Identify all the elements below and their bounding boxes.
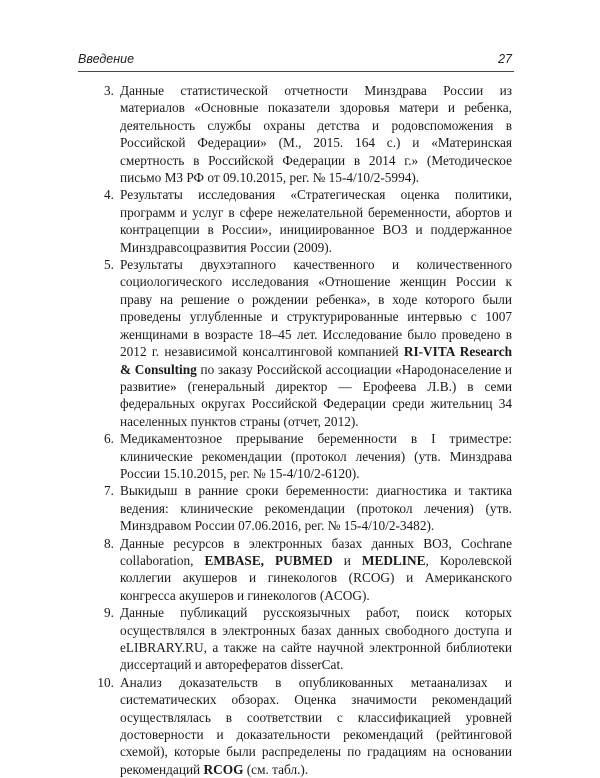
text-run: Результаты исследования «Стратегическая оценка политики, программ и услуг в сфере нежелательной беременности, абортов и контрацепции в России», инициированное ВОЗ и поддержанное Минздравсоцразвития России (2009). (120, 187, 512, 255)
list-item-number: 4. (104, 187, 114, 203)
list-item-number: 9. (104, 605, 114, 621)
list-item-text (120, 430, 512, 482)
list-item-number: 8. (104, 535, 114, 551)
list-item-number: 7. (104, 483, 114, 499)
bold-term: MEDLINE (361, 552, 426, 568)
list-item-text (120, 604, 512, 674)
text-run: Анализ доказательств в опубликованных метаанализах и систематических обзорах. Оценка значимости рекомендаций осуществлялась в соответствии с классификацией уровней достоверности и доказательности рекомендаций (рейтинговой схемой), которые были распределены по градациям на основании рекомендаций (120, 674, 512, 777)
source-list (90, 82, 512, 778)
list-item-number: 5. (104, 257, 114, 273)
text-run: Выкидыш в ранние сроки беременности: диагностика и тактика ведения: клинические рекомендации (протокол лечения) (утв. Минздравом России 07.06.2016, рег. № 15-4/10/2-3482). (120, 483, 512, 534)
section-title: Введение (78, 52, 135, 66)
list-item-number: 10. (97, 674, 114, 690)
list-item-text (120, 256, 512, 430)
list-item-text (120, 482, 512, 534)
running-header (78, 52, 512, 66)
list-item (90, 674, 512, 778)
list-item (90, 482, 512, 534)
text-run: Данные публикаций русскоязычных работ, поиск которых осуществлялся в электронных базах данных свободного доступа и eLIBRARY.RU, а также на сайте научной электронной библиотеки диссертаций и авторефератов disserCat. (120, 605, 512, 673)
bold-term: RI-VITA Research & Consulting (120, 344, 512, 377)
list-item-number: 3. (104, 83, 114, 98)
bold-term: RCOG (203, 761, 244, 777)
text-run: Данные ресурсов в электронных базах данных ВОЗ, Cochrane collaboration, (120, 535, 512, 568)
text-run: Результаты двухэтапного качественного и количественного социологического исследования «Отношение женщин России к праву на решение о рождении ребенка», в ходе которого были проведены углубленные и структурированные интервью с 1007 женщинами в возрасте 18–45 лет. Исследование было проведено в 2012 г. независимой консалтинговой компанией (120, 257, 512, 360)
text-run: , Королевской коллегии акушеров и гинекологов (RCOG) и Американского конгресса акушеров и гинекологов (ACOG). (120, 552, 512, 603)
text-run: Медикаментозное прерывание беременности в I триместре: клинические рекомендации (протокол лечения) (утв. Минздрава России 15.10.2015, рег. № 15-4/10/2-6120). (120, 431, 512, 481)
text-run: по заказу Российской ассоциации «Народонаселение и развитие» (генеральный директор — Ерофеева Л.В.) в семи федеральных округах Российской Федерации среди жительниц 34 населенных пунктов страны (отчет, 2012). (120, 361, 513, 429)
bold-term: EMBASE, PUBMED (204, 552, 333, 568)
list-item (90, 256, 512, 430)
list-item-text (120, 82, 512, 186)
page-number: 27 (498, 52, 512, 66)
header-rule (78, 71, 514, 72)
list-item-text (120, 186, 512, 256)
list-item (90, 186, 512, 256)
list-item-number: 6. (104, 431, 114, 447)
list-item (90, 604, 512, 674)
text-run: и (332, 552, 362, 568)
list-item (90, 430, 512, 482)
list-item (90, 535, 512, 605)
list-item-text (120, 674, 512, 778)
text-run: (см. табл.). (243, 761, 309, 777)
list-item (90, 82, 512, 186)
list-item-text (120, 535, 512, 605)
text-run: Данные статистической отчетности Минздрава России из материалов «Основные показатели здоровья матери и ребенка, деятельность службы охраны детства и родовспоможения в Российской Федерации» (М., 2015. 164 с.) и «Материнская смертность в Российской Федерации в 2014 г.» (Методическое письмо МЗ РФ от 09.10.2015, рег. № 15-4/10/2-5994). (120, 83, 512, 186)
